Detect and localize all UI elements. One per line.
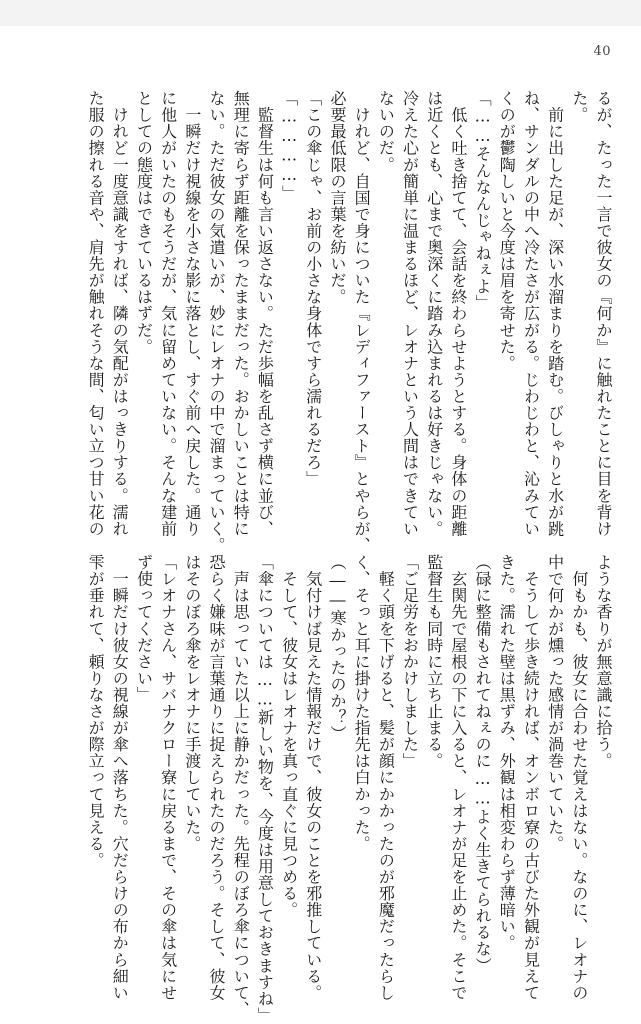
text-line: 雫が垂れて、頼りなさが際立って見える。 <box>86 554 106 869</box>
text-block-upper <box>31 90 613 554</box>
text-line: ような香りが無意識に拾う。 <box>594 554 613 770</box>
text-line: ず使ってください」 <box>134 554 154 703</box>
text-line: 「レオナさん、サバナクロー寮に戻るまで、その傘は気にせ <box>158 554 178 1001</box>
text-line: 無理に寄らず距離を保ったままだった。おかしいことは特に <box>231 90 251 537</box>
text-line: としての態度はできているはずだ。 <box>134 90 154 355</box>
text-line: ないのだ。 <box>376 90 396 173</box>
text-line: 「ご足労をおかけしました」 <box>400 554 420 770</box>
text-line: るが、たった一言で彼女の『何か』に触れたことに目を背け <box>594 90 613 537</box>
text-line: 必要最低限の言葉を紡いだ。 <box>327 90 347 306</box>
text-line: けれど一度意識をすれば、隣の気配がはっきりする。濡れ <box>110 90 130 537</box>
text-line: 監督生は何も言い返さない。ただ歩幅を乱さず横に並び、 <box>255 90 275 537</box>
text-line: た。 <box>569 90 589 124</box>
page-number: 40 <box>593 44 611 59</box>
text-line: けれど、自国で身についた『レディファースト』とやらが、 <box>352 90 372 554</box>
text-line: 中で何かが燻った感情が渦巻いていた。 <box>545 554 565 852</box>
text-line: （碌に整備もされてねぇのに……よく生きてられるな） <box>473 554 493 974</box>
text-line: に他人がいたのもそうだが、気に留めていない。そんな建前 <box>158 90 178 537</box>
top-bar <box>0 0 641 26</box>
text-block-lower <box>31 554 613 1024</box>
text-line: そうして歩き続ければ、オンボロ寮の古びた外観が見えて <box>521 554 541 1001</box>
text-line: くのが鬱陶しいと今度は眉を寄せた。 <box>497 90 517 372</box>
text-line: 一瞬だけ彼女の視線が傘へ落ちた。穴だらけの布から細い <box>110 554 130 1001</box>
text-line: 「この傘じゃ、お前の小さな身体ですら濡れるだろ」 <box>303 90 323 488</box>
text-line: 軽く頭を下げると、髪が顔にかかったのが邪魔だったらし <box>376 554 396 1001</box>
text-line: は近くとも、心まで奥深くに踏み込まれるは好きじゃない。 <box>424 90 444 537</box>
text-line: 監督生も同時に立ち止まる。 <box>424 554 444 770</box>
text-line: 前に出した足が、深い水溜まりを踏む。びしゃりと水が跳 <box>545 90 565 537</box>
text-line: 恐らく嫌味が言葉通りに捉えられたのだろう。そして、彼女 <box>207 554 226 1001</box>
text-line: く、そっと耳に掛けた指先は白かった。 <box>352 554 372 852</box>
text-line: きた。濡れた壁は黒ずみ、外観は相変わらず薄暗い。 <box>497 554 517 952</box>
text-line: はそのぼろ傘をレオナに手渡していた。 <box>182 554 202 852</box>
text-line: 冷えた心が簡単に温まるほど、レオナという人間はできてい <box>400 90 420 537</box>
text-line: 「傘については……新しい物を、今度は用意しておきますね」 <box>255 554 275 1024</box>
text-line: 「……そんなんじゃねぇよ」 <box>473 90 493 312</box>
text-line: 低く吐き捨てて、会話を終わらせようとする。身体の距離 <box>448 90 468 537</box>
text-line: ね、サンダルの中へ冷たさが広がる。じわじわと、沁みてい <box>521 90 541 537</box>
text-line: （――寒かったのか？） <box>327 554 347 743</box>
text-line: 何もかも、彼女に合わせた覚えはない。なのに、レオナの <box>569 554 589 1001</box>
text-line: そして、彼女はレオナを真っ直ぐに見つめる。 <box>279 554 299 919</box>
text-line: 玄関先で屋根の下に入ると、レオナが足を止めた。そこで <box>448 554 468 1001</box>
text-line: た服の擦れる音や、肩先が触れそうな間、匂い立つ甘い花の <box>86 90 106 537</box>
text-line: 「…………」 <box>279 90 299 202</box>
text-line: 声は思っていた以上に静かだった。先程のぼろ傘について、 <box>231 554 251 1018</box>
text-line: ない。ただ彼女の気遣いが、妙にレオナの中で溜まっていく。 <box>207 90 226 554</box>
text-line: 一瞬だけ視線を小さな影に落とし、すぐ前へ戻した。通り <box>182 90 202 537</box>
text-line: 気付けば見えた情報だけで、彼女のことを邪推している。 <box>303 554 323 1001</box>
